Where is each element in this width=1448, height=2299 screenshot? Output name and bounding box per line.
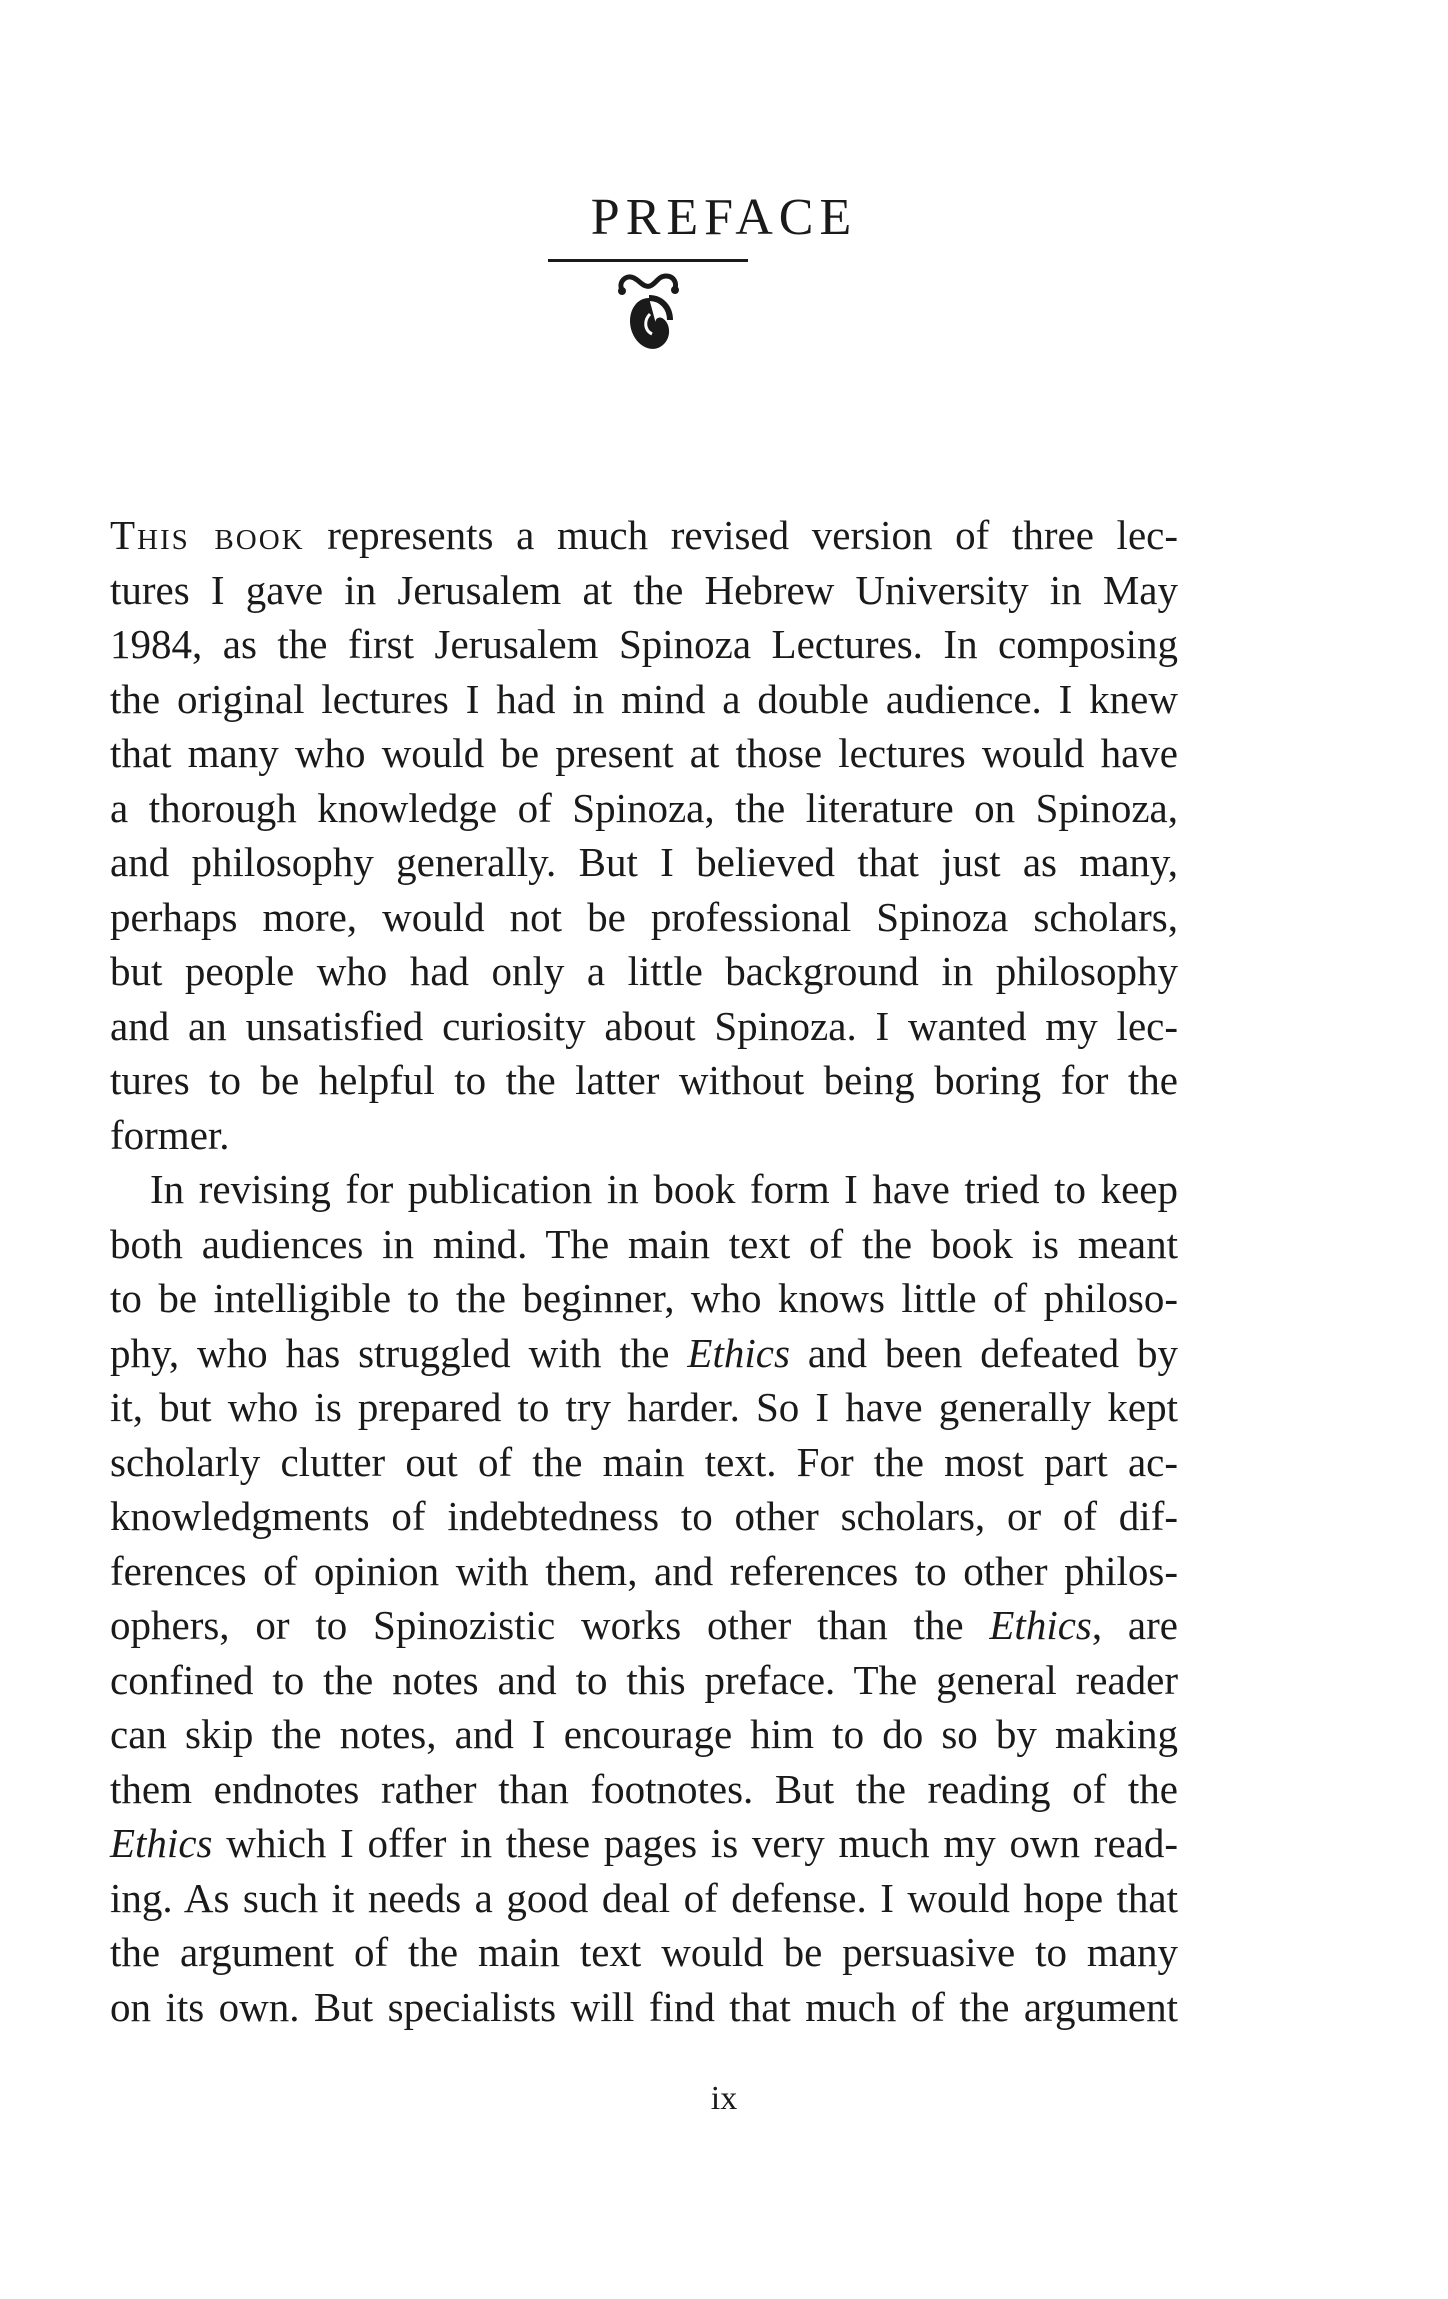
- text-line: tures to be helpful to the latter without being boring for the: [110, 1057, 1178, 1103]
- page-title: PREFACE: [590, 189, 858, 246]
- text-line: them endnotes rather than footnotes. But the reading of the: [110, 1765, 1178, 1812]
- text-line: Ethics which I offer in these pages is very much my own read-: [110, 1820, 1178, 1866]
- preface-body: [110, 508, 1178, 2034]
- text-line: can skip the notes, and I encourage him to do so by making: [110, 1711, 1178, 1757]
- text-line: and an unsatisfied curiosity about Spinoza. I wanted my lec-: [110, 1002, 1178, 1049]
- text-line: perhaps more, would not be professional Spinoza scholars,: [110, 893, 1178, 940]
- text-line: In revising for publication in book form I have tried to keep: [150, 1166, 1178, 1212]
- text-line: on its own. But specialists will find that much of the argument: [110, 1983, 1178, 2030]
- text-line: it, but who is prepared to try harder. So I have generally kept: [110, 1384, 1178, 1430]
- text-line: to be intelligible to the beginner, who knows little of philoso-: [110, 1275, 1178, 1321]
- ethics-title-italic: Ethics: [989, 1602, 1092, 1648]
- text-line: a thorough knowledge of Spinoza, the literature on Spinoza,: [110, 784, 1178, 831]
- ethics-title-italic: Ethics: [687, 1329, 790, 1376]
- paragraph-1: [110, 508, 1178, 1162]
- text-line: scholarly clutter out of the main text. For the most part ac-: [110, 1438, 1178, 1485]
- lead-in-small-caps: This book: [110, 512, 305, 558]
- paragraph-2: [110, 1162, 1178, 2034]
- text-line: the original lectures I had in mind a double audience. I knew: [110, 675, 1178, 722]
- text-line: and philosophy generally. But I believed that just as many,: [110, 839, 1178, 885]
- text-line: ferences of opinion with them, and references to other philos-: [110, 1547, 1178, 1594]
- ethics-title-italic: Ethics: [110, 1820, 213, 1866]
- text-line: both audiences in mind. The main text of the book is meant: [110, 1220, 1178, 1267]
- text-line: This book represents a much revised version of three lec-: [110, 512, 1178, 558]
- text-line: that many who would be present at those lectures would have: [110, 730, 1178, 776]
- text-line: ing. As such it needs a good deal of defense. I would hope that: [110, 1874, 1178, 1921]
- floral-ornament-icon: [614, 268, 684, 360]
- text-line: knowledgments of indebtedness to other scholars, or of dif-: [110, 1493, 1178, 1539]
- title-underline-rule: [548, 259, 748, 262]
- text-line: former.: [110, 1111, 230, 1158]
- text-line: 1984, as the first Jerusalem Spinoza Lectures. In composing: [110, 621, 1178, 667]
- text-line: but people who had only a little background in philosophy: [110, 948, 1178, 994]
- text-line: tures I gave in Jerusalem at the Hebrew University in May: [110, 566, 1178, 613]
- text-line: phy, who has struggled with the Ethics and been defeated by: [110, 1329, 1178, 1376]
- text-line: ophers, or to Spinozistic works other than the Ethics, are: [110, 1602, 1178, 1648]
- text-line: confined to the notes and to this preface. The general reader: [110, 1656, 1178, 1703]
- page-number: ix: [710, 2080, 738, 2117]
- text-line: the argument of the main text would be persuasive to many: [110, 1929, 1178, 1975]
